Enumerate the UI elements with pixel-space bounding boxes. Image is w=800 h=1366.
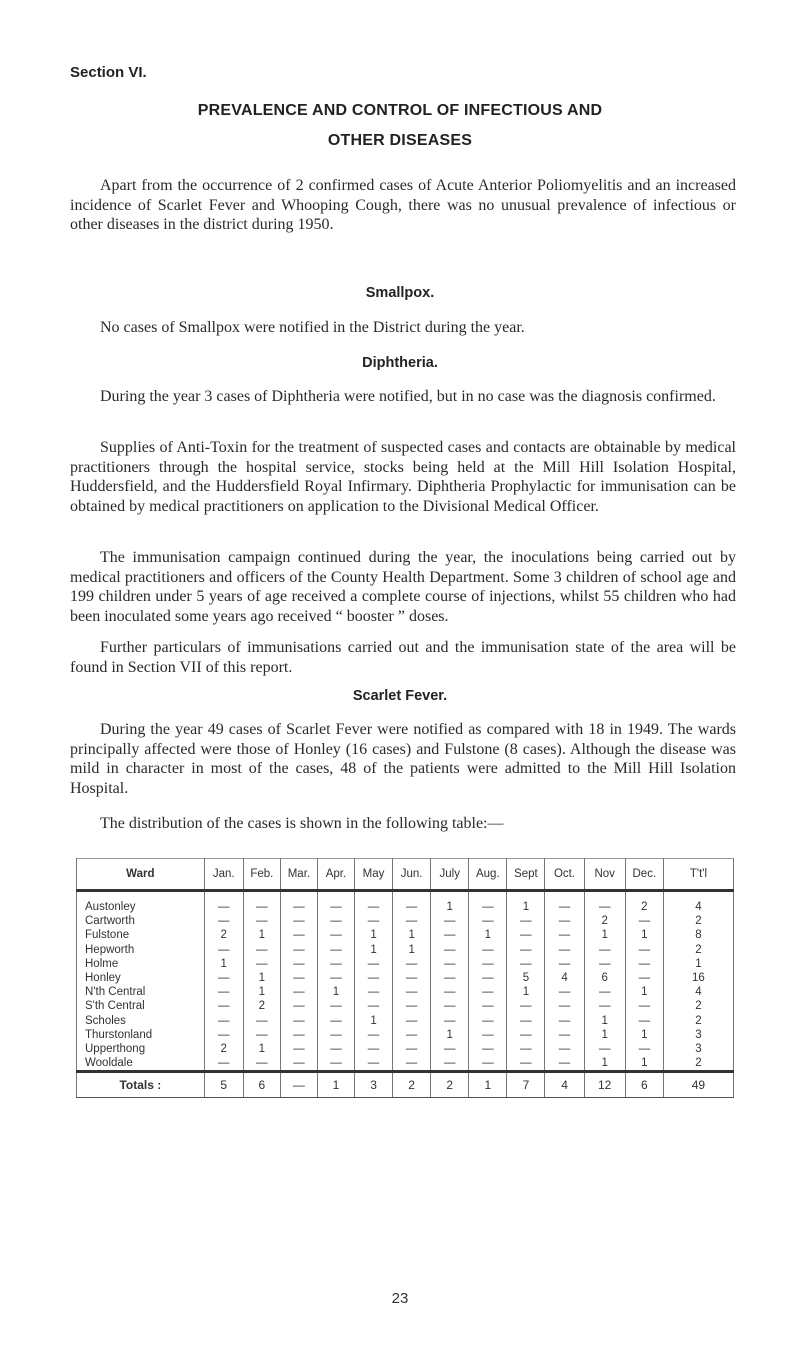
table-cell: —	[317, 957, 354, 971]
table-cell: 2	[663, 943, 733, 957]
table-cell: —	[625, 1014, 663, 1028]
diphtheria-paragraph-2: Supplies of Anti-Toxin for the treatment of suspected cases and contacts are obtainable by medical practitioners through the hospital service, stocks being held at the Mill Hill Isolation Hospital, Huddersfield, and the Huddersfield Royal Infirmary. Diphtheria Prophylactic for immunisation can be obtained by medical practitioners on application to the Divisional Medical Officer.	[70, 439, 736, 515]
table-cell: 3	[663, 1028, 733, 1042]
table-cell: 2	[663, 1014, 733, 1028]
table-cell: —	[355, 999, 393, 1013]
table-cell: —	[545, 914, 584, 928]
table-cell: —	[545, 1028, 584, 1042]
table-cell: 1	[663, 957, 733, 971]
total-cell: 3	[355, 1072, 393, 1098]
table-cell: —	[204, 1056, 243, 1072]
table-cell: —	[545, 1014, 584, 1028]
table-cell: —	[204, 971, 243, 985]
table-header-row	[77, 859, 734, 891]
table-cell: —	[584, 957, 625, 971]
table-cell: —	[280, 943, 317, 957]
totals-row	[77, 1072, 734, 1098]
table-cell: —	[204, 999, 243, 1013]
total-cell: 1	[469, 1072, 507, 1098]
table-row	[77, 1014, 734, 1028]
table-cell: 6	[584, 971, 625, 985]
table-cell: —	[469, 1028, 507, 1042]
table-cell: —	[469, 999, 507, 1013]
column-header: T't'l	[663, 859, 733, 891]
table-cell: —	[545, 999, 584, 1013]
table-cell: 5	[507, 971, 545, 985]
table-cell: —	[545, 943, 584, 957]
scarlet-fever-heading: Scarlet Fever.	[352, 688, 448, 704]
table-cell: —	[243, 943, 280, 957]
table-cell: —	[355, 985, 393, 999]
table-cell: —	[545, 985, 584, 999]
column-header: Jan.	[204, 859, 243, 891]
table-cell: —	[584, 891, 625, 915]
table-cell: —	[355, 891, 393, 915]
table-cell: 1	[355, 1014, 393, 1028]
table-cell: 1	[584, 1056, 625, 1072]
table-cell: —	[204, 943, 243, 957]
table-cell: —	[317, 999, 354, 1013]
table-cell: —	[355, 971, 393, 985]
table-cell: 1	[243, 985, 280, 999]
column-header: July	[431, 859, 469, 891]
ward-name-cell: Scholes	[77, 1014, 205, 1028]
total-cell: 2	[393, 1072, 431, 1098]
column-header-ward: Ward	[77, 859, 205, 891]
table-cell: —	[355, 1028, 393, 1042]
column-header: Aug.	[469, 859, 507, 891]
table-cell: —	[625, 914, 663, 928]
table-cell: 2	[204, 1042, 243, 1056]
ward-name-cell: Hepworth	[77, 943, 205, 957]
table-cell: —	[317, 928, 354, 942]
table-cell: —	[507, 1042, 545, 1056]
table-cell: —	[431, 985, 469, 999]
table-cell: 2	[663, 1056, 733, 1072]
total-cell: 7	[507, 1072, 545, 1098]
table-cell: 1	[469, 928, 507, 942]
table-cell: —	[317, 1028, 354, 1042]
table-cell: —	[204, 1028, 243, 1042]
table-cell: —	[431, 943, 469, 957]
table-cell: —	[431, 1056, 469, 1072]
table-row	[77, 999, 734, 1013]
table-cell: —	[317, 1056, 354, 1072]
table-row	[77, 1056, 734, 1072]
table-cell: —	[393, 957, 431, 971]
table-cell: 1	[625, 928, 663, 942]
table-cell: 1	[243, 971, 280, 985]
table-cell: 16	[663, 971, 733, 985]
diphtheria-heading: Diphtheria.	[362, 355, 438, 371]
column-header: Mar.	[280, 859, 317, 891]
table-cell: —	[393, 914, 431, 928]
table-cell: —	[507, 1056, 545, 1072]
table-cell: —	[507, 957, 545, 971]
table-row	[77, 943, 734, 957]
smallpox-heading: Smallpox.	[365, 285, 435, 301]
table-cell: —	[431, 1042, 469, 1056]
table-cell: 1	[584, 928, 625, 942]
table-cell: 4	[663, 891, 733, 915]
column-header: Nov	[584, 859, 625, 891]
table-cell: —	[507, 914, 545, 928]
table-cell: —	[625, 971, 663, 985]
ward-name-cell: Austonley	[77, 891, 205, 915]
table-cell: 1	[431, 891, 469, 915]
table-cell: —	[243, 1014, 280, 1028]
table-cell: —	[625, 943, 663, 957]
column-header: May	[355, 859, 393, 891]
total-cell: —	[280, 1072, 317, 1098]
table-cell: —	[469, 1042, 507, 1056]
table-cell: —	[469, 985, 507, 999]
total-cell: 6	[243, 1072, 280, 1098]
title-line-1: PREVALENCE AND CONTROL OF INFECTIOUS AND	[197, 102, 603, 119]
table-cell: 1	[243, 1042, 280, 1056]
table-cell: —	[280, 1014, 317, 1028]
ward-name-cell: Wooldale	[77, 1056, 205, 1072]
intro-paragraph: Apart from the occurrence of 2 confirmed cases of Acute Anterior Poliomyelitis and an increased incidence of Scarlet Fever and Whooping Cough, there was no unusual prevalence of infectious or other diseases in the district during 1950.	[70, 177, 736, 233]
table-cell: —	[584, 999, 625, 1013]
table-row	[77, 985, 734, 999]
table-cell: 8	[663, 928, 733, 942]
table-cell: —	[431, 971, 469, 985]
table-cell: 1	[584, 1014, 625, 1028]
ward-name-cell: Fulstone	[77, 928, 205, 942]
table-cell: 4	[545, 971, 584, 985]
table-cell: —	[393, 1056, 431, 1072]
table-cell: 1	[243, 928, 280, 942]
table-cell: —	[393, 1028, 431, 1042]
table-cell: 1	[317, 985, 354, 999]
table-cell: —	[545, 891, 584, 915]
table-cell: —	[431, 957, 469, 971]
table-row	[77, 957, 734, 971]
scarlet-fever-paragraph-1: During the year 49 cases of Scarlet Fever were notified as compared with 18 in 1949. The wards principally affected were those of Honley (16 cases) and Fulstone (8 cases). Although the disease was mild in character in most of the cases, 48 of the patients were admitted to the Mill Hill Isolation Hospital.	[70, 721, 736, 797]
table-cell: —	[317, 914, 354, 928]
table-cell: 2	[584, 914, 625, 928]
table-cell: —	[280, 928, 317, 942]
column-header: Sept	[507, 859, 545, 891]
table-cell: —	[243, 957, 280, 971]
table-cell: —	[317, 971, 354, 985]
table-cell: —	[355, 957, 393, 971]
table-cell: —	[469, 891, 507, 915]
column-header: Jun.	[393, 859, 431, 891]
table-cell: 1	[625, 985, 663, 999]
table-cell: —	[393, 971, 431, 985]
table-cell: —	[243, 1028, 280, 1042]
table-cell: —	[393, 985, 431, 999]
table-cell: —	[317, 1014, 354, 1028]
table-row	[77, 1028, 734, 1042]
table-cell: —	[469, 1056, 507, 1072]
table-cell: —	[507, 1028, 545, 1042]
table-cell: —	[431, 914, 469, 928]
column-header: Apr.	[317, 859, 354, 891]
table-cell: —	[204, 914, 243, 928]
table-cell: —	[507, 1014, 545, 1028]
ward-name-cell: Holme	[77, 957, 205, 971]
table-cell: 2	[625, 891, 663, 915]
table-cell: —	[317, 1042, 354, 1056]
table-cell: —	[280, 1028, 317, 1042]
section-label: Section VI.	[70, 64, 147, 81]
table-cell: —	[243, 1056, 280, 1072]
table-cell: 2	[663, 999, 733, 1013]
table-cell: —	[317, 891, 354, 915]
title-line-2: OTHER DISEASES	[327, 132, 473, 149]
table-cell: —	[280, 1056, 317, 1072]
table-cell: —	[584, 985, 625, 999]
total-cell: 4	[545, 1072, 584, 1098]
table-cell: 1	[625, 1056, 663, 1072]
table-cell: —	[280, 957, 317, 971]
table-cell: —	[280, 971, 317, 985]
total-cell: 5	[204, 1072, 243, 1098]
table-row	[77, 1042, 734, 1056]
scarlet-fever-distribution-table	[76, 858, 734, 1098]
ward-name-cell: Honley	[77, 971, 205, 985]
table-cell: —	[280, 999, 317, 1013]
table-cell: 2	[204, 928, 243, 942]
table-cell: —	[545, 928, 584, 942]
table-cell: —	[545, 1042, 584, 1056]
ward-name-cell: Cartworth	[77, 914, 205, 928]
column-header: Dec.	[625, 859, 663, 891]
table-cell: —	[545, 957, 584, 971]
table-cell: —	[393, 999, 431, 1013]
table-cell: 4	[663, 985, 733, 999]
table-cell: 1	[507, 891, 545, 915]
table-cell: 1	[355, 928, 393, 942]
table-cell: 1	[393, 928, 431, 942]
column-header: Feb.	[243, 859, 280, 891]
table-cell: —	[243, 914, 280, 928]
table-cell: 1	[393, 943, 431, 957]
table-cell: —	[393, 1042, 431, 1056]
column-header: Oct.	[545, 859, 584, 891]
smallpox-paragraph: No cases of Smallpox were notified in the District during the year.	[100, 319, 525, 336]
table-cell: —	[431, 1014, 469, 1028]
table-cell: 3	[663, 1042, 733, 1056]
table-cell: 1	[355, 943, 393, 957]
table-cell: —	[355, 1042, 393, 1056]
table-cell: —	[507, 999, 545, 1013]
table-cell: —	[431, 999, 469, 1013]
table-cell: 1	[204, 957, 243, 971]
table-cell: —	[393, 891, 431, 915]
table-cell: —	[204, 1014, 243, 1028]
table-cell: —	[355, 914, 393, 928]
table-cell: —	[584, 1042, 625, 1056]
table-cell: —	[625, 957, 663, 971]
table-cell: —	[280, 891, 317, 915]
table-cell: —	[584, 943, 625, 957]
table-cell: —	[280, 1042, 317, 1056]
table-row	[77, 971, 734, 985]
table-cell: 2	[663, 914, 733, 928]
total-cell: 1	[317, 1072, 354, 1098]
totals-label: Totals :	[77, 1072, 205, 1098]
total-cell: 6	[625, 1072, 663, 1098]
diphtheria-paragraph-1: During the year 3 cases of Diphtheria were notified, but in no case was the diagnosis confirmed.	[100, 388, 716, 405]
ward-name-cell: N'th Central	[77, 985, 205, 999]
table-cell: —	[355, 1056, 393, 1072]
table-cell: —	[280, 985, 317, 999]
table-cell: 1	[507, 985, 545, 999]
ward-name-cell: S'th Central	[77, 999, 205, 1013]
total-cell: 2	[431, 1072, 469, 1098]
table-cell: —	[507, 928, 545, 942]
table-cell: —	[243, 891, 280, 915]
page-number: 23	[391, 1290, 409, 1307]
table-cell: —	[469, 957, 507, 971]
table-cell: —	[204, 985, 243, 999]
total-cell: 12	[584, 1072, 625, 1098]
table-cell: —	[469, 971, 507, 985]
table-cell: 1	[584, 1028, 625, 1042]
ward-name-cell: Thurstonland	[77, 1028, 205, 1042]
table-cell: —	[507, 943, 545, 957]
diphtheria-paragraph-3: The immunisation campaign continued during the year, the inoculations being carried out by medical practitioners and officers of the County Health Department. Some 3 children of school age and 199 children under 5 years of age received a complete course of injections, whilst 55 children who had been inoculated some years ago received “ booster ” doses.	[70, 549, 736, 625]
scarlet-fever-paragraph-2: The distribution of the cases is shown in the following table:—	[100, 815, 504, 832]
table-cell: 1	[431, 1028, 469, 1042]
table-cell: —	[469, 1014, 507, 1028]
diphtheria-paragraph-4: Further particulars of immunisations carried out and the immunisation state of the area will be found in Section VII of this report.	[70, 639, 736, 676]
table-body	[77, 891, 734, 1098]
table-row	[77, 928, 734, 942]
table-cell: —	[625, 1042, 663, 1056]
table-cell: —	[431, 928, 469, 942]
table-cell: —	[317, 943, 354, 957]
scarlet-fever-table-wrapper	[76, 858, 734, 1098]
table-cell: —	[204, 891, 243, 915]
table-cell: 2	[243, 999, 280, 1013]
table-row	[77, 891, 734, 915]
table-cell: —	[393, 1014, 431, 1028]
table-cell: —	[625, 999, 663, 1013]
table-cell: —	[280, 914, 317, 928]
table-cell: —	[545, 1056, 584, 1072]
table-cell: —	[469, 943, 507, 957]
table-row	[77, 914, 734, 928]
total-cell: 49	[663, 1072, 733, 1098]
table-cell: 1	[625, 1028, 663, 1042]
ward-name-cell: Upperthong	[77, 1042, 205, 1056]
table-cell: —	[469, 914, 507, 928]
